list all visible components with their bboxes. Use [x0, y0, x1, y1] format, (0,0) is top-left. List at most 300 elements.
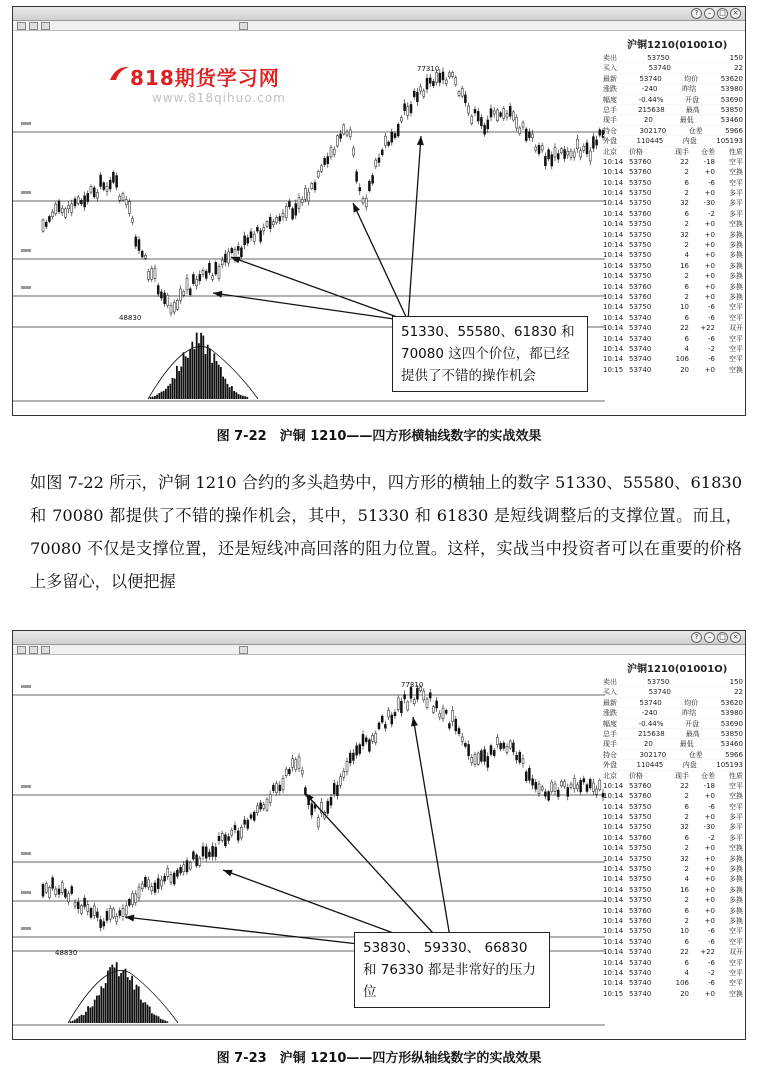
quote-cell: 5966	[725, 750, 743, 759]
trade-cell: 10:14	[603, 292, 624, 301]
trade-cell: 20	[680, 989, 689, 998]
trade-cell: 10:14	[603, 209, 624, 218]
volume-histogram	[68, 962, 178, 1023]
candle-body	[119, 196, 121, 200]
trade-cell: -18	[703, 157, 715, 166]
candle-body	[512, 112, 514, 120]
quote-field-row	[603, 115, 743, 125]
trade-cell: 53750	[629, 823, 652, 832]
trade-row	[603, 906, 743, 916]
trade-cell: 2	[684, 220, 689, 229]
candle-body	[208, 852, 210, 857]
trade-cell: 32	[680, 823, 689, 832]
trade-cell: 16	[680, 885, 689, 894]
trade-cell: 53750	[629, 241, 652, 250]
trade-row	[603, 334, 743, 344]
trade-cell: 10:14	[603, 324, 624, 333]
volume-bar	[198, 343, 200, 399]
trade-list	[603, 157, 743, 375]
candle-body	[423, 691, 425, 700]
trade-header-cell: 现手	[675, 771, 689, 780]
trade-cell: 53750	[629, 875, 652, 884]
candle-body	[269, 217, 271, 228]
volume-bar	[202, 336, 204, 399]
quote-cell: 20	[643, 116, 653, 125]
candle-body	[509, 741, 511, 748]
volume-bar	[216, 361, 218, 399]
candle-body	[77, 902, 79, 909]
candle-body	[375, 160, 377, 167]
quote-cell: 53850	[720, 105, 743, 114]
trade-row	[603, 874, 743, 884]
trade-cell: 空平	[729, 355, 743, 364]
trade-row	[603, 781, 743, 791]
quote-cell: 53980	[720, 85, 743, 94]
trade-cell: -30	[703, 823, 715, 832]
trade-cell: 6	[684, 833, 689, 842]
candle-body	[253, 812, 255, 820]
axis-tick-mark	[21, 785, 31, 788]
candle-body	[448, 724, 450, 729]
candle-body	[538, 145, 540, 153]
candle-body	[394, 133, 396, 137]
quote-cell: 最高	[685, 105, 700, 114]
candle-body	[212, 846, 214, 856]
annotation-arrows	[213, 136, 424, 321]
candle-body	[356, 746, 358, 755]
trade-cell: -2	[708, 344, 715, 353]
candle-body	[346, 761, 348, 772]
candle-body	[388, 710, 390, 717]
trade-cell: 空平	[729, 968, 743, 977]
trade-row	[603, 178, 743, 188]
trade-header-cell: 性质	[729, 147, 743, 156]
quote-cell: 最低	[679, 740, 694, 749]
trade-cell: 53750	[629, 927, 652, 936]
low-price-label: 48830	[119, 314, 142, 322]
volume-bar	[220, 367, 222, 399]
candle-body	[509, 106, 511, 116]
candle-body	[474, 109, 476, 113]
candle-body	[564, 782, 566, 787]
trade-cell: 53760	[629, 292, 652, 301]
arrow-head	[231, 257, 241, 264]
candle-body	[378, 158, 380, 163]
candle-body	[74, 902, 76, 906]
quote-cell: 53740	[639, 698, 662, 707]
candle-body	[116, 916, 118, 921]
candle-body	[589, 779, 591, 788]
trade-cell: 20	[680, 365, 689, 374]
trade-row	[603, 958, 743, 968]
trade-row	[603, 791, 743, 801]
volume-bar	[185, 356, 187, 399]
trade-cell: 10:14	[603, 792, 624, 801]
arrow-head	[213, 291, 222, 298]
trade-cell: -6	[708, 802, 715, 811]
candle-body	[458, 728, 460, 733]
toolbar-icon[interactable]	[239, 22, 248, 30]
volume-bar	[244, 396, 246, 399]
trade-cell: 22	[680, 324, 689, 333]
volume-bar	[240, 395, 242, 399]
trade-cell: 10:14	[603, 261, 624, 270]
trade-cell: +0	[704, 365, 715, 374]
candle-body	[452, 710, 454, 721]
trade-cell: 10:14	[603, 916, 624, 925]
quote-cell: 总手	[603, 729, 617, 738]
candle-body	[176, 300, 178, 309]
candle-body	[228, 836, 230, 840]
candle-body	[55, 204, 57, 214]
candle-body	[119, 910, 121, 915]
volume-bar	[78, 1016, 80, 1023]
quote-cell: 卖出	[603, 678, 617, 686]
volume-bar	[133, 990, 135, 1023]
candle-body	[426, 699, 428, 708]
volume-bar	[131, 976, 133, 1023]
trade-cell: 多换	[729, 854, 743, 863]
candle-body	[202, 847, 204, 856]
trade-row	[603, 344, 743, 354]
volume-bar	[96, 996, 98, 1023]
volume-bar	[114, 967, 116, 1023]
arrow-head	[223, 870, 233, 877]
trade-header-cell: 性质	[729, 771, 743, 780]
candle-body	[500, 113, 502, 117]
volume-bar	[158, 393, 160, 399]
toolbar-icon[interactable]	[17, 22, 26, 30]
candle-body	[490, 746, 492, 755]
trade-row	[603, 822, 743, 832]
volume-bar	[76, 1018, 78, 1023]
volume-bar	[125, 969, 127, 1023]
trade-cell: 6	[684, 802, 689, 811]
candle-body	[573, 152, 575, 157]
trade-row	[603, 157, 743, 167]
candle-body	[442, 708, 444, 719]
candle-body	[535, 147, 537, 150]
trade-cell: 10:14	[603, 968, 624, 977]
trade-cell: 53740	[629, 344, 652, 353]
candle-body	[330, 797, 332, 805]
trade-cell: +22	[700, 324, 715, 333]
volume-bar	[165, 389, 167, 399]
candle-body	[333, 149, 335, 154]
candle-body	[496, 737, 498, 744]
candle-body	[368, 740, 370, 752]
trade-cell: +0	[704, 875, 715, 884]
trade-cell: 多换	[729, 885, 743, 894]
candle-body	[90, 908, 92, 917]
candle-body	[477, 753, 479, 764]
trade-cell: 多平	[729, 813, 743, 822]
toolbar-icon[interactable]	[41, 646, 50, 654]
trade-cell: 6	[684, 209, 689, 218]
trade-cell: -2	[708, 833, 715, 842]
candle-body	[80, 906, 82, 914]
quote-cell: 仓差	[688, 750, 703, 759]
quote-cell: 5966	[725, 126, 743, 135]
candle-body	[317, 171, 319, 177]
candle-body	[176, 870, 178, 876]
arrow-line	[353, 203, 408, 321]
candle-body	[493, 111, 495, 114]
candle-body	[589, 151, 591, 161]
trade-row	[603, 833, 743, 843]
candle-body	[333, 783, 335, 794]
candle-body	[349, 753, 351, 763]
trade-cell: +0	[704, 241, 715, 250]
trade-row	[603, 947, 743, 957]
candle-body	[336, 785, 338, 795]
candle-body	[320, 166, 322, 172]
candle-body	[279, 216, 281, 220]
quote-cell: 外盘	[603, 137, 617, 146]
trade-cell: 双开	[729, 324, 743, 333]
candle-body	[327, 157, 329, 164]
trade-cell: 22	[680, 157, 689, 166]
candle-body	[551, 155, 553, 166]
volume-bar	[200, 333, 202, 399]
trade-cell: 53740	[629, 937, 652, 946]
quote-field-row	[603, 698, 743, 708]
candle-body	[400, 701, 402, 713]
candle-body	[295, 204, 297, 216]
trade-cell: 多平	[729, 833, 743, 842]
candle-body	[144, 877, 146, 887]
trade-cell: 10:14	[603, 802, 624, 811]
trade-row	[603, 230, 743, 240]
candle-body	[496, 110, 498, 121]
candle-body	[356, 172, 358, 182]
candle-body	[58, 889, 60, 894]
candle-body	[55, 889, 57, 895]
trade-cell: 53750	[629, 251, 652, 260]
candle-body	[285, 769, 287, 776]
arrow-line	[408, 136, 421, 321]
trade-cell: 多换	[729, 916, 743, 925]
volume-bar	[155, 1015, 157, 1023]
toolbar-icon[interactable]	[29, 22, 38, 30]
quote-cell: 150	[729, 54, 743, 62]
candle-body	[221, 834, 223, 841]
trade-cell: 双开	[729, 948, 743, 957]
quote-field-row	[603, 708, 743, 718]
candle-body	[183, 291, 185, 295]
candle-body	[87, 905, 89, 912]
candle-body	[372, 175, 374, 183]
trade-cell: 32	[680, 854, 689, 863]
arrow-line	[305, 793, 453, 955]
trade-row	[603, 989, 743, 999]
minimize-button[interactable]: –	[704, 632, 715, 643]
trade-row	[603, 209, 743, 219]
candle-body	[151, 887, 153, 891]
help-button[interactable]: ?	[691, 8, 702, 19]
candle-body	[141, 884, 143, 889]
candle-body	[391, 715, 393, 724]
candle-body	[285, 206, 287, 218]
trade-cell: 53740	[629, 324, 652, 333]
quote-cell: -240	[641, 85, 658, 94]
logo-url: www.818qihuo.com	[152, 91, 286, 105]
trade-cell: +0	[704, 261, 715, 270]
candle-body	[381, 150, 383, 155]
candle-body	[173, 302, 175, 312]
candle-body	[247, 238, 249, 244]
trade-cell: 多换	[729, 282, 743, 291]
candle-body	[183, 865, 185, 872]
volume-bar	[140, 1000, 142, 1023]
candle-body	[202, 270, 204, 274]
help-button[interactable]: ?	[691, 632, 702, 643]
maximize-button[interactable]: □	[717, 632, 728, 643]
toolbar-icon[interactable]	[239, 646, 248, 654]
quote-cell: 最高	[685, 729, 700, 738]
candle-body	[125, 200, 127, 205]
candle-body	[301, 199, 303, 202]
arrow-head	[411, 717, 418, 726]
candle-body	[474, 754, 476, 764]
maximize-button[interactable]: □	[717, 8, 728, 19]
candle-body	[304, 188, 306, 199]
candle-body	[522, 759, 524, 763]
candle-body	[429, 78, 431, 83]
trade-cell: 多平	[729, 823, 743, 832]
candle-body	[132, 893, 134, 904]
trade-cell: 10:14	[603, 272, 624, 281]
candle-body	[432, 707, 434, 713]
trade-row	[603, 895, 743, 905]
quote-cell: 昨结	[682, 709, 697, 718]
toolbar-icon[interactable]	[41, 22, 50, 30]
trade-cell: 10:14	[603, 189, 624, 198]
candle-body	[365, 198, 367, 207]
candle-body	[500, 743, 502, 749]
quote-cell: 总手	[603, 105, 617, 114]
volume-bar	[172, 378, 174, 399]
candle-body	[250, 232, 252, 238]
trade-cell: 4	[684, 875, 689, 884]
candle-body	[429, 693, 431, 698]
quote-cell: 现手	[603, 116, 617, 125]
candle-body	[426, 78, 428, 89]
candle-body	[298, 757, 300, 769]
trade-row	[603, 365, 743, 375]
arrow-line	[231, 257, 408, 321]
trade-cell: 多换	[729, 241, 743, 250]
peak-price-label: 77310	[417, 65, 440, 73]
trade-cell: 空换	[729, 168, 743, 177]
trade-cell: 10:14	[603, 282, 624, 291]
trade-cell: 4	[684, 251, 689, 260]
trade-cell: 10:14	[603, 313, 624, 322]
volume-bar	[94, 1000, 96, 1023]
quote-cell: 均价	[684, 698, 699, 707]
trade-cell: 2	[684, 168, 689, 177]
candle-body	[116, 176, 118, 188]
candle-body	[192, 852, 194, 859]
candle-body	[599, 780, 601, 789]
peak-price-label: 77310	[401, 681, 424, 689]
trade-cell: +0	[704, 844, 715, 853]
quote-field-row	[603, 53, 743, 63]
trade-cell: 10:14	[603, 241, 624, 250]
trade-cell: 22	[680, 781, 689, 790]
volume-bar	[156, 395, 158, 399]
volume-bar	[174, 379, 176, 399]
candle-body	[135, 237, 137, 246]
candle-body	[42, 884, 44, 896]
volume-bar	[72, 1021, 74, 1023]
trade-row	[603, 885, 743, 895]
volume-bar	[187, 358, 189, 399]
candle-body	[218, 266, 220, 278]
close-button[interactable]: ×	[730, 8, 741, 19]
toolbar-icon[interactable]	[29, 646, 38, 654]
toolbar-icon[interactable]	[17, 646, 26, 654]
volume-bar	[178, 371, 180, 399]
candle-body	[599, 130, 601, 135]
candle-body	[199, 858, 201, 865]
candle-body	[42, 220, 44, 231]
minimize-button[interactable]: –	[704, 8, 715, 19]
candle-body	[218, 836, 220, 840]
candle-body	[93, 188, 95, 197]
candle-body	[506, 114, 508, 117]
trade-cell: +0	[704, 916, 715, 925]
trade-cell: 53750	[629, 230, 652, 239]
trade-cell: 10:14	[603, 168, 624, 177]
trade-cell: 53750	[629, 854, 652, 863]
candle-body	[112, 172, 114, 182]
trade-cell: 53760	[629, 168, 652, 177]
trade-cell: 多换	[729, 865, 743, 874]
candle-body	[109, 180, 111, 189]
trade-cell: 10:14	[603, 334, 624, 343]
volume-bar	[166, 1021, 168, 1023]
trade-cell: 10:14	[603, 865, 624, 874]
candle-body	[186, 278, 188, 290]
candle-body	[282, 779, 284, 790]
trade-header-cell: 仓差	[701, 147, 715, 156]
candle-body	[288, 202, 290, 207]
trade-cell: 2	[684, 292, 689, 301]
candle-body	[256, 227, 258, 231]
volume-bar	[238, 394, 240, 399]
candle-body	[170, 875, 172, 883]
trade-cell: +0	[704, 168, 715, 177]
volume-bar	[158, 1016, 160, 1023]
candle-body	[234, 825, 236, 829]
candle-body	[480, 117, 482, 125]
candle-body	[391, 132, 393, 142]
close-button[interactable]: ×	[730, 632, 741, 643]
candle-body	[468, 106, 470, 113]
trade-cell: +0	[704, 896, 715, 905]
volume-bar	[189, 349, 191, 399]
trade-cell: 10	[680, 303, 689, 312]
trade-cell: 53750	[629, 802, 652, 811]
arrow-line	[413, 717, 453, 955]
trade-cell: 6	[684, 313, 689, 322]
trade-cell: -6	[708, 178, 715, 187]
trade-cell: 53740	[629, 968, 652, 977]
candle-body	[144, 255, 146, 258]
candle-body	[240, 248, 242, 257]
candle-body	[122, 908, 124, 916]
